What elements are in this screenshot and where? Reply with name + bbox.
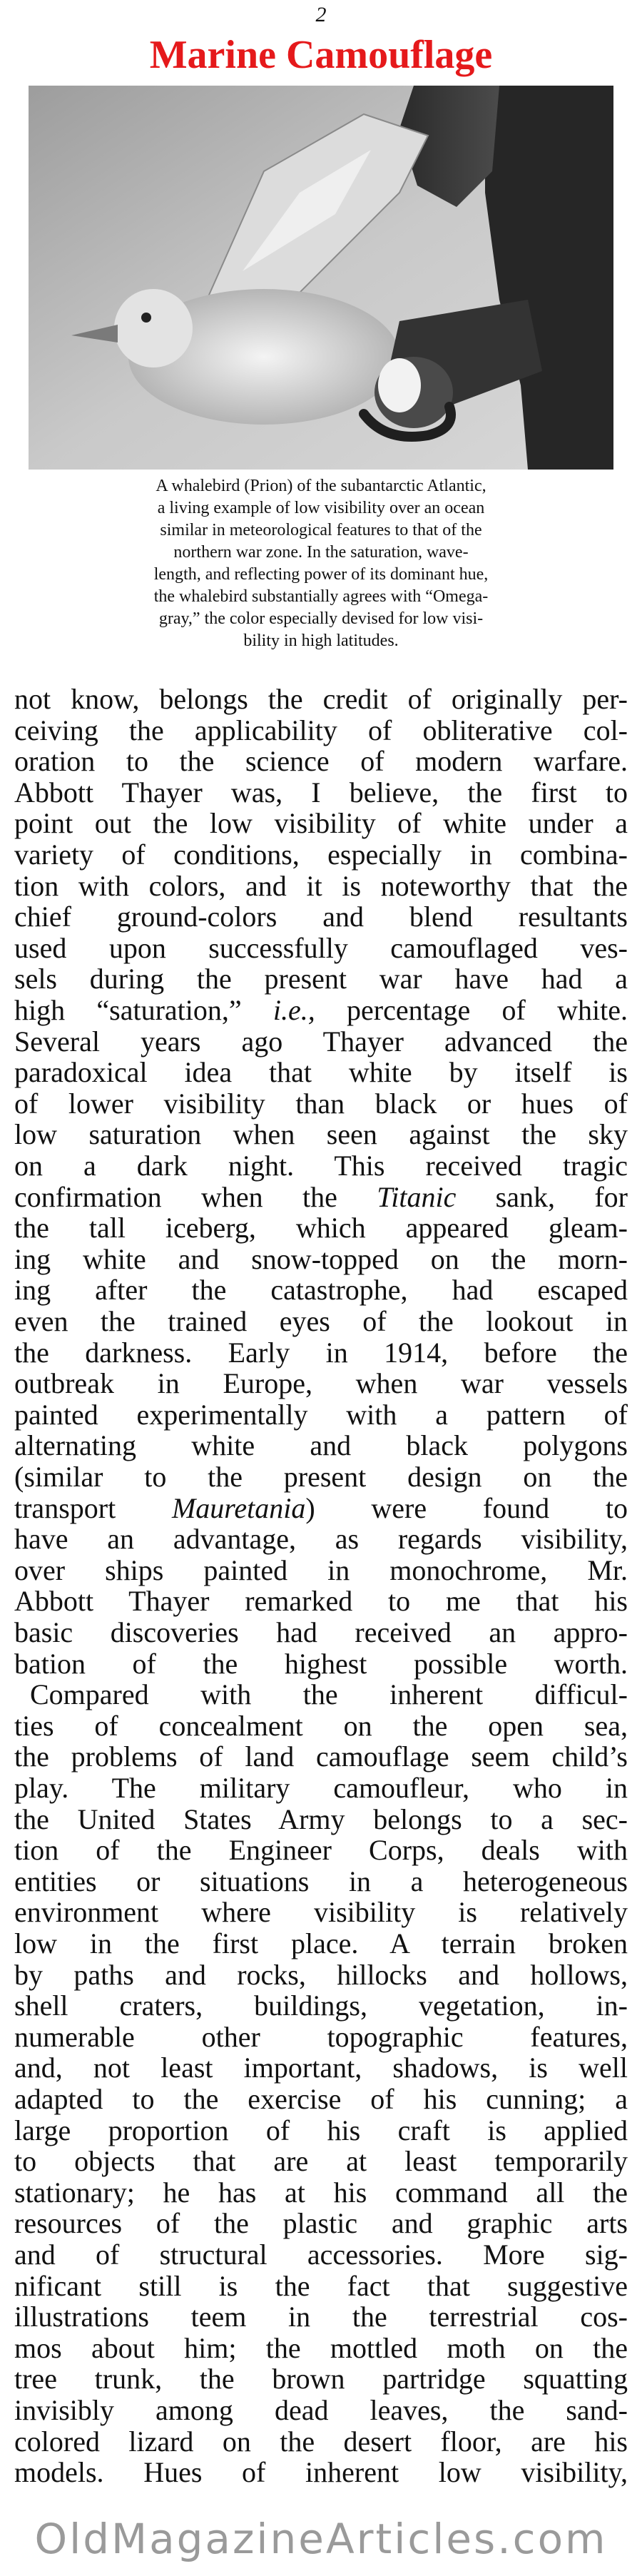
body-line: oration to the science of modern warfare.	[14, 746, 628, 778]
caption-line: similar in meteorological features to that of the	[160, 521, 482, 539]
body-line: sels during the present war have had a	[14, 963, 628, 995]
body-line: entities or situations in a heterogeneous	[14, 1865, 628, 1897]
body-line: ties of concealment on the open sea,	[14, 1710, 628, 1742]
body-line: variety of conditions, especially in combina-	[14, 839, 628, 871]
body-line: nificant still is the fact that suggestive	[14, 2270, 628, 2302]
body-line: the tall iceberg, which appeared gleam-	[14, 1212, 628, 1244]
body-line: the problems of land camouflage seem child’s	[14, 1741, 628, 1773]
body-line: ing after the catastrophe, had escaped	[14, 1274, 628, 1307]
body-line: environment where visibility is relatively	[14, 1897, 628, 1929]
body-line: numerable other topographic features,	[14, 2021, 628, 2053]
body-line: low in the first place. A terrain broken	[14, 1928, 628, 1959]
body-line: painted experimentally with a pattern of	[14, 1399, 628, 1431]
body-line: invisibly among dead leaves, the sand-	[14, 2395, 628, 2426]
caption-line: A whalebird (Prion) of the subantarctic Atlantic,	[156, 477, 486, 495]
body-line: outbreak in Europe, when war vessels	[14, 1368, 628, 1400]
body-line: Several years ago Thayer advanced the	[14, 1025, 628, 1058]
page-number: 2	[315, 3, 327, 26]
body-line: Compared with the inherent difficul-	[30, 1679, 628, 1711]
body-line: (similar to the present design on the	[14, 1461, 628, 1493]
caption-line: gray,” the color especially devised for low visi-	[158, 609, 484, 628]
body-line: and, not least important, shadows, is well	[14, 2052, 628, 2084]
body-line: stationary; he has at his command all the	[14, 2176, 628, 2209]
body-line: ing white and snow-topped on the morn-	[14, 1243, 628, 1275]
body-line: Abbott Thayer remarked to me that his	[14, 1586, 628, 1618]
body-line: the United States Army belongs to a sec-	[14, 1803, 628, 1835]
body-line: of lower visibility than black or hues of	[14, 1087, 628, 1120]
whalebird-photo	[29, 86, 613, 470]
body-line: to objects that are at least temporarily	[14, 2146, 628, 2178]
body-line: transport Mauretania) were found to	[14, 1492, 628, 1524]
caption-line: bility in high latitudes.	[243, 632, 399, 650]
page-title: Marine Camouflage	[149, 33, 493, 77]
body-line: basic discoveries had received an appro-	[14, 1617, 628, 1648]
body-line: tree trunk, the brown partridge squatting	[14, 2363, 628, 2395]
body-line: Abbott Thayer was, I believe, the first to	[14, 776, 628, 808]
body-line: on a dark night. This received tragic	[14, 1150, 628, 1182]
body-line: by paths and rocks, hillocks and hollows,	[14, 1959, 628, 1991]
body-line: tion of the Engineer Corps, deals with	[14, 1835, 628, 1867]
body-line: bation of the highest possible worth.	[14, 1648, 628, 1680]
article-body	[0, 684, 642, 2489]
body-line: ceiving the applicability of obliterative col-	[14, 714, 628, 746]
caption-line: length, and reflecting power of its dominant hue,	[153, 565, 489, 584]
body-line: confirmation when the Titanic sank, for	[14, 1181, 628, 1213]
body-line: adapted to the exercise of his cunning; a	[14, 2084, 628, 2115]
body-line: even the trained eyes of the lookout in	[14, 1306, 628, 1337]
body-line: mos about him; the mottled moth on the	[14, 2332, 628, 2364]
body-line: and of structural accessories. More sig-	[14, 2239, 628, 2271]
caption-line: a living example of low visibility over an ocean	[157, 499, 485, 517]
body-line: tion with colors, and it is noteworthy that the	[14, 870, 628, 902]
photo-caption	[29, 475, 613, 652]
body-line: high “saturation,” i.e., percentage of white.	[14, 995, 628, 1026]
body-line: have an advantage, as regards visibility,	[14, 1523, 628, 1556]
caption-line: the whalebird substantially agrees with “Omega-	[153, 587, 489, 606]
body-line: play. The military camoufleur, who in	[14, 1773, 628, 1804]
body-line: illustrations teem in the terrestrial cos-	[14, 2301, 628, 2333]
site-watermark: OldMagazineArticles.com	[34, 2515, 608, 2563]
body-line: low saturation when seen against the sky	[14, 1119, 628, 1151]
body-line: paradoxical idea that white by itself is	[14, 1057, 628, 1089]
body-line: used upon successfully camouflaged ves-	[14, 932, 628, 964]
body-line: large proportion of his craft is applied	[14, 2114, 628, 2146]
body-line: not know, belongs the credit of originally per-	[14, 684, 628, 715]
caption-line: northern war zone. In the saturation, wave-	[173, 543, 469, 562]
body-line: the darkness. Early in 1914, before the	[14, 1337, 628, 1369]
body-line: models. Hues of inherent low visibility,	[14, 2457, 628, 2489]
body-line: colored lizard on the desert floor, are his	[14, 2425, 628, 2458]
body-line: shell craters, buildings, vegetation, in-	[14, 1990, 628, 2022]
body-line: alternating white and black polygons	[14, 1430, 628, 1462]
body-line: over ships painted in monochrome, Mr.	[14, 1554, 628, 1586]
body-line: resources of the plastic and graphic arts	[14, 2208, 628, 2240]
body-line: point out the low visibility of white under a	[14, 808, 628, 840]
body-line: chief ground-colors and blend resultants	[14, 901, 628, 933]
